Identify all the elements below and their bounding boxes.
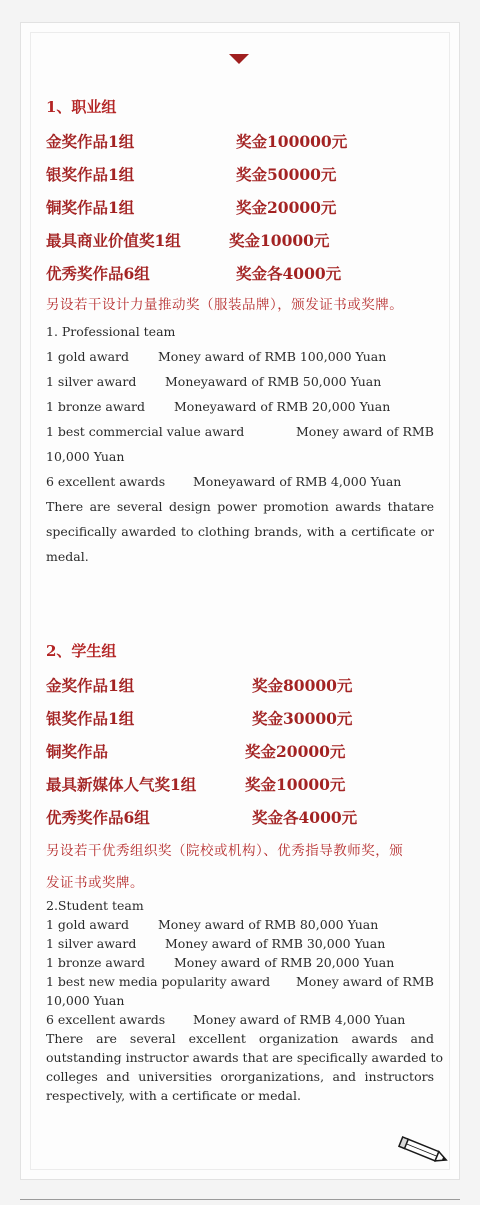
pro-en-award-name: 1 best commercial value award — [46, 424, 245, 439]
student-award-name: 银奖作品1组 — [46, 709, 135, 728]
pro-award-name: 金奖作品1组 — [46, 132, 135, 151]
student-en-award-name: 10,000 Yuan — [46, 993, 125, 1008]
student-en-award-prize: Money award of RMB 30,000 Yuan — [165, 936, 386, 951]
pro-en-note-line: There are several design power promotion awards thatare — [46, 499, 434, 514]
pro-en-award-name: 1 gold award — [46, 349, 130, 364]
student-award-name: 最具新媒体人气奖1组 — [46, 775, 197, 794]
pro-en-award-prize: Moneyaward of RMB 50,000 Yuan — [165, 374, 382, 389]
pro-heading: 1、职业组 — [46, 98, 117, 116]
student-award-prize: 奖金10000元 — [245, 775, 346, 794]
student-award-name: 金奖作品1组 — [46, 676, 135, 695]
pro-award-prize: 奖金100000元 — [236, 132, 348, 151]
student-en-note-line: There are several excellent organization awards and — [46, 1031, 434, 1046]
student-en-note-line: outstanding instructor awards that are specifically awarded to — [46, 1050, 444, 1065]
student-award-prize: 奖金30000元 — [252, 709, 353, 728]
student-note-line: 发证书或奖牌。 — [46, 875, 144, 891]
student-award-prize: 奖金20000元 — [245, 742, 346, 761]
student-note-line: 另设若干优秀组织奖（院校或机构）、优秀指导教师奖，颁 — [46, 843, 404, 859]
student-en-award-prize: Money award of RMB — [296, 974, 434, 989]
pro-award-prize: 奖金20000元 — [236, 198, 337, 217]
pro-en-award-prize: Moneyaward of RMB 20,000 Yuan — [174, 399, 391, 414]
student-heading: 2、学生组 — [46, 642, 117, 660]
pro-en-award-name: 6 excellent awards — [46, 474, 166, 489]
student-en-note-line: respectively, with a certificate or medal. — [46, 1088, 301, 1103]
student-award-prize: 奖金各4000元 — [252, 808, 358, 827]
bottom-divider — [20, 1199, 460, 1200]
student-en-award-name: 1 best new media popularity award — [46, 974, 271, 989]
student-en-award-name: 1 bronze award — [46, 955, 146, 970]
pencil-icon — [398, 1136, 450, 1166]
pro-en-title: 1. Professional team — [46, 324, 176, 339]
pro-award-prize: 奖金10000元 — [229, 231, 330, 250]
pro-en-note-line: specifically awarded to clothing brands, with a certificate or — [46, 524, 434, 539]
student-en-title: 2.Student team — [46, 898, 144, 913]
student-en-award-name: 6 excellent awards — [46, 1012, 166, 1027]
pro-en-award-name: 1 bronze award — [46, 399, 146, 414]
pro-note: 另设若干设计力量推动奖（服装品牌），颁发证书或奖牌。 — [46, 297, 404, 313]
student-award-name: 优秀奖作品6组 — [46, 808, 150, 827]
student-en-award-name: 1 silver award — [46, 936, 137, 951]
pro-en-award-prize: Money award of RMB 100,000 Yuan — [158, 349, 387, 364]
student-award-name: 铜奖作品 — [46, 742, 109, 761]
student-en-note-line: colleges and universities ororganizations, and instructors — [46, 1069, 434, 1084]
pro-award-name: 铜奖作品1组 — [46, 198, 135, 217]
pro-award-name: 最具商业价值奖1组 — [46, 231, 181, 250]
pro-en-award-prize: Moneyaward of RMB 4,000 Yuan — [193, 474, 402, 489]
down-triangle-icon — [229, 54, 249, 64]
pro-en-award-prize: Money award of RMB — [296, 424, 434, 439]
student-en-award-name: 1 gold award — [46, 917, 130, 932]
pro-award-name: 优秀奖作品6组 — [46, 264, 150, 283]
student-en-award-prize: Money award of RMB 20,000 Yuan — [174, 955, 395, 970]
student-en-award-prize: Money award of RMB 80,000 Yuan — [158, 917, 379, 932]
pro-en-award-name: 1 silver award — [46, 374, 137, 389]
pro-en-award-name: 10,000 Yuan — [46, 449, 125, 464]
pro-award-prize: 奖金各4000元 — [236, 264, 342, 283]
pro-award-prize: 奖金50000元 — [236, 165, 337, 184]
pro-award-name: 银奖作品1组 — [46, 165, 135, 184]
student-en-award-prize: Money award of RMB 4,000 Yuan — [193, 1012, 406, 1027]
student-award-prize: 奖金80000元 — [252, 676, 353, 695]
pro-en-note-line: medal. — [46, 549, 89, 564]
